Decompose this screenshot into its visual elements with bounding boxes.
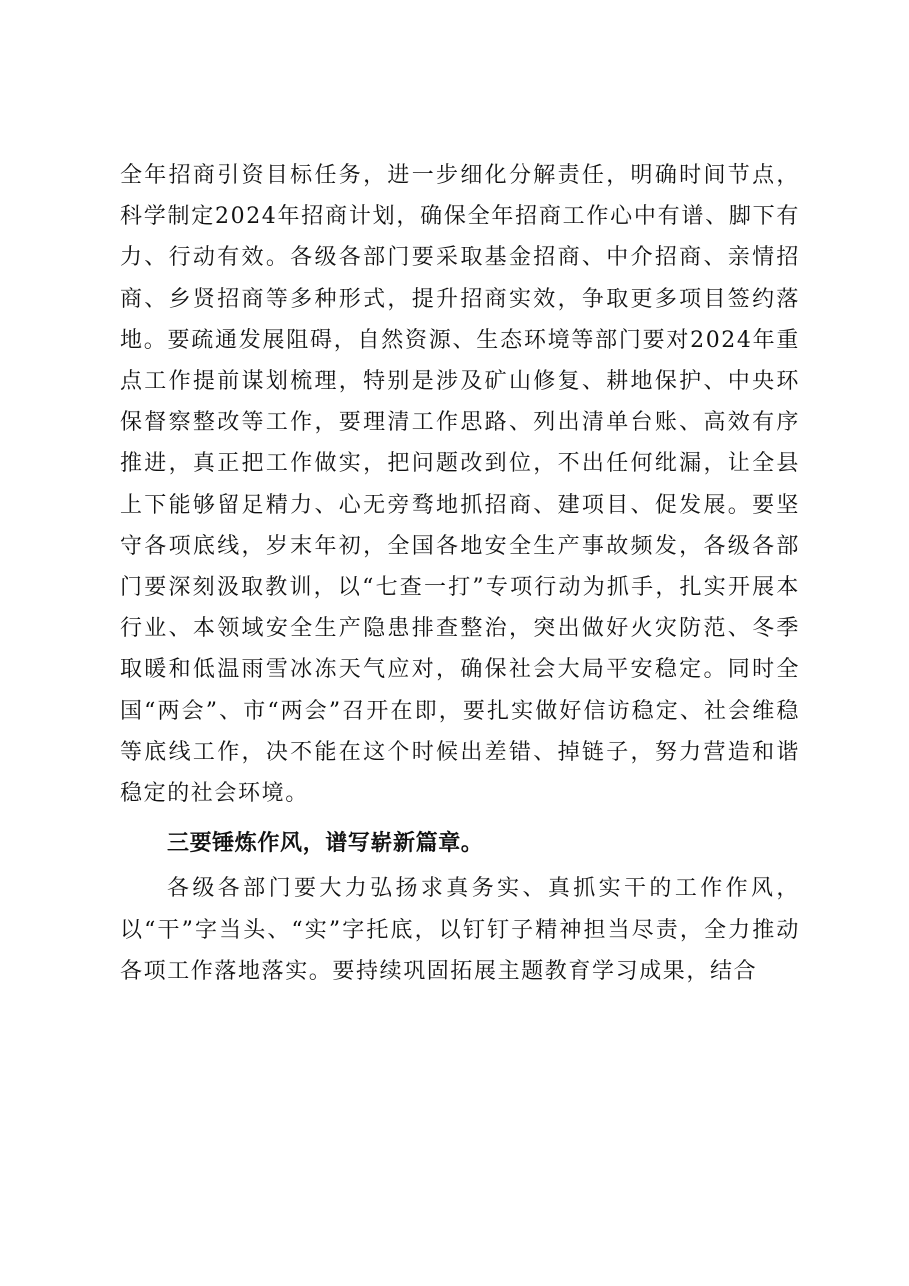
body-paragraph-continued: 全年招商引资目标任务，进一步细化分解责任，明确时间节点，科学制定2024年招商计划，确保全年招商工作心中有谱、脚下有力、行动有效。各级各部门要采取基金招商、中介招商、亲情招商、乡贤招商等多种形式，提升招商实效，争取更多项目签约落地。要疏通发展阻碍，自然资源、生态环境等部门要对2024年重点工作提前谋划梳理，特别是涉及矿山修复、耕地保护、中央环保督察整改等工作，要理清工作思路、列出清单台账、高效有序推进，真正把工作做实，把问题改到位，不出任何纰漏，让全县上下能够留足精力、心无旁骛地抓招商、建项目、促发展。要坚守各项底线，岁末年初，全国各地安全生产事故频发，各级各部门要深刻汲取教训，以“七查一打”专项行动为抓手，扎实开展本行业、本领域安全生产隐患排查整治，突出做好火灾防范、冬季取暖和低温雨雪冰冻天气应对，确保社会大局平安稳定。同时全国“两会”、市“两会”召开在即，要扎实做好信访稳定、社会维稳等底线工作，决不能在这个时候出差错、掉链子，努力营造和谐稳定的社会环境。 bbox=[120, 163, 800, 807]
section-heading: 三要锤炼作风，谱写崭新篇章。 bbox=[167, 831, 484, 857]
document-body bbox=[120, 155, 800, 992]
body-paragraph: 各级各部门要大力弘扬求真务实、真抓实干的工作作风，以“干”字当头、“实”字托底，以钉钉子精神担当尽责，全力推动各项工作落地落实。要持续巩固拓展主题教育学习成果，结合 bbox=[120, 876, 800, 984]
